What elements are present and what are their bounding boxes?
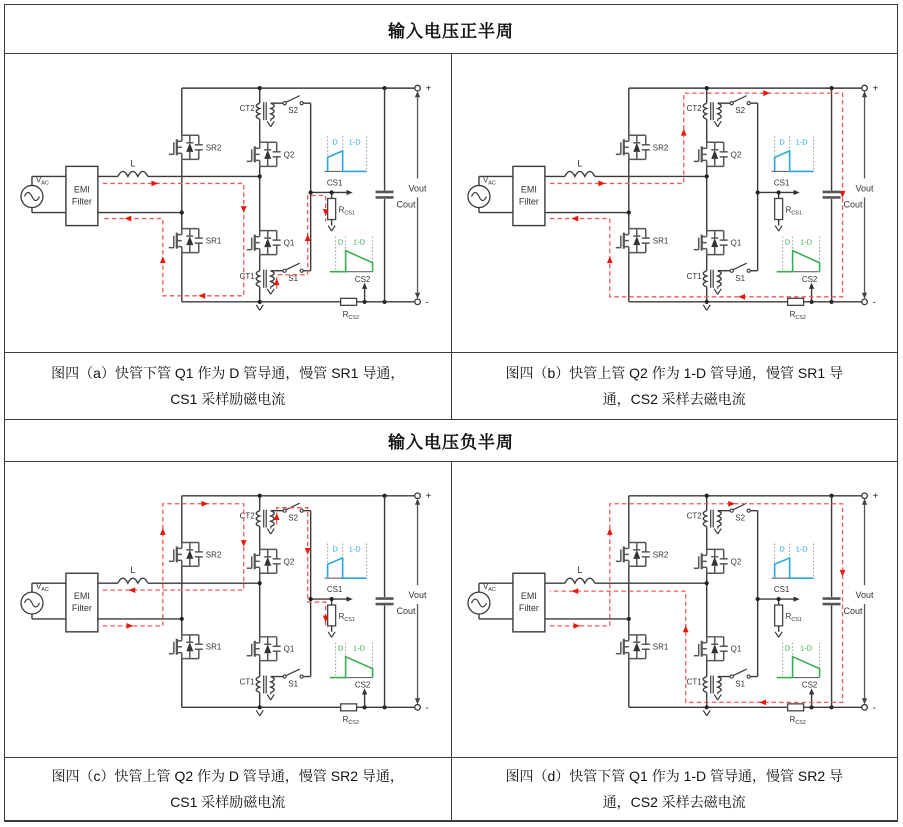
svg-text:SR2: SR2 [652, 550, 668, 560]
svg-text:Q1: Q1 [730, 238, 741, 248]
cs1-waveform-inset [325, 543, 367, 578]
current-sense-cs2 [341, 680, 371, 726]
svg-text:SR2: SR2 [205, 143, 222, 153]
mosfet-sr2 [169, 135, 222, 159]
svg-text:1-D: 1-D [348, 544, 361, 554]
current-transformer-ct2 [686, 510, 721, 534]
svg-text:VAC: $V_{AC}$ [35, 582, 49, 594]
svg-text:Vout: Vout [855, 590, 874, 601]
svg-text:CS1: CS1 [773, 585, 789, 595]
svg-text:Q2: Q2 [283, 150, 295, 160]
circuit-diagram-c [5, 462, 451, 757]
svg-text:Vout: Vout [855, 183, 874, 194]
caption-a-line2: CS1 采样励磁电流 [170, 391, 286, 407]
svg-text:-: - [425, 297, 429, 309]
svg-text:CT1: CT1 [686, 271, 702, 281]
caption-a-line1: 图四（a）快管下管 Q1 作为 D 管导通，慢管 SR1 导通， [51, 365, 405, 381]
vac-source [467, 175, 512, 212]
svg-text:SR1: SR1 [652, 236, 668, 246]
svg-text:CS2: CS2 [354, 274, 371, 284]
circuit-diagram-d [452, 462, 898, 757]
svg-text:CS1: CS1 [326, 178, 343, 188]
circuit-diagram-b [452, 54, 898, 352]
svg-text:+: + [872, 491, 878, 503]
switch-s1 [271, 669, 311, 688]
svg-text:CT1: CT1 [686, 677, 702, 687]
svg-text:RCS1: $R_{CS1}$ [785, 611, 802, 623]
current-transformer-ct1 [240, 270, 275, 295]
cs1-waveform-inset [325, 136, 367, 171]
svg-text:1-D: 1-D [795, 544, 808, 554]
svg-text:-: - [872, 702, 876, 714]
mosfet-sr1 [615, 229, 668, 253]
svg-text:-: - [872, 297, 876, 309]
svg-text:Cout: Cout [396, 605, 416, 616]
figure-table [4, 4, 898, 822]
mosfet-q1 [693, 231, 741, 255]
svg-text:Q1: Q1 [730, 644, 741, 654]
svg-text:Cout: Cout [843, 199, 863, 210]
ground-symbol [256, 305, 263, 311]
ground-symbol [703, 710, 710, 715]
circuit-diagram-a [5, 54, 451, 352]
svg-text:CT2: CT2 [239, 511, 255, 521]
current-transformer-ct1 [686, 270, 721, 295]
svg-text:D: D [337, 237, 344, 247]
mosfet-q1 [247, 637, 295, 661]
current-transformer-ct1 [686, 676, 721, 700]
svg-text:CT2: CT2 [686, 511, 702, 521]
current-sense-cs2 [341, 275, 371, 321]
section-header-positive-half [5, 5, 897, 53]
current-sense-cs1 [309, 511, 355, 677]
mosfet-sr2 [169, 542, 222, 566]
svg-text:D: D [332, 544, 338, 554]
svg-text:RCS1: $R_{CS1}$ [338, 205, 355, 217]
svg-text:RCS2: $R_{CS2}$ [342, 309, 359, 321]
svg-text:Filter: Filter [518, 603, 539, 613]
emi-filter [512, 166, 544, 225]
svg-text:EMI: EMI [520, 591, 537, 602]
caption-c-line1: 图四（c）快管上管 Q2 作为 D 管导通，慢管 SR2 导通， [51, 768, 404, 784]
vout-indicator [855, 91, 873, 299]
current-sense-cs1 [309, 103, 355, 271]
svg-text:D: D [778, 137, 785, 147]
circuit-cell-d [452, 462, 898, 757]
mosfet-q2 [693, 549, 741, 573]
current-transformer-ct2 [240, 102, 275, 127]
svg-text:CS1: CS1 [773, 178, 789, 188]
svg-text:D: D [784, 237, 790, 247]
svg-text:Q1: Q1 [283, 238, 295, 248]
current-transformer-ct2 [686, 102, 721, 127]
current-sense-cs1 [755, 511, 801, 677]
svg-text:Filter: Filter [71, 603, 92, 613]
current-sense-cs2 [787, 275, 817, 321]
output-capacitor [376, 496, 416, 708]
svg-text:L: L [130, 565, 136, 576]
svg-text:D: D [778, 544, 785, 554]
caption-b [452, 353, 898, 419]
vac-source [21, 582, 66, 619]
svg-text:CS2: CS2 [801, 274, 817, 284]
cs1-waveform-inset [771, 136, 813, 171]
svg-text:1-D: 1-D [353, 237, 366, 247]
svg-text:Q1: Q1 [283, 644, 295, 654]
svg-text:Cout: Cout [843, 605, 863, 616]
vout-indicator [409, 91, 427, 299]
svg-text:S1: S1 [734, 273, 745, 283]
inductor [118, 565, 148, 583]
svg-text:EMI: EMI [73, 184, 90, 195]
svg-text:L: L [576, 158, 582, 169]
svg-text:CT1: CT1 [239, 271, 255, 281]
cs1-waveform-inset [771, 543, 813, 578]
svg-text:CT2: CT2 [686, 104, 702, 114]
mosfet-q1 [247, 231, 295, 255]
svg-text:SR1: SR1 [652, 642, 668, 652]
mosfet-sr1 [169, 229, 222, 253]
svg-text:Filter: Filter [518, 196, 539, 207]
svg-text:1-D: 1-D [795, 137, 808, 147]
caption-b-line1: 图四（b）快管上管 Q2 作为 1-D 管导通，慢管 SR1 导 [505, 365, 844, 381]
switch-s2 [271, 96, 311, 116]
inductor [564, 158, 594, 176]
circuit-cell-b [452, 54, 898, 352]
ground-symbol [256, 710, 263, 715]
vac-source [21, 175, 66, 212]
svg-text:Q2: Q2 [730, 557, 741, 567]
svg-text:S2: S2 [288, 513, 299, 523]
mosfet-q2 [693, 142, 741, 166]
caption-a [5, 353, 451, 419]
section-title: 输入电压负半周 [388, 433, 514, 452]
svg-text:1-D: 1-D [348, 137, 361, 147]
switch-s1 [717, 669, 757, 688]
svg-text:D: D [332, 137, 338, 147]
svg-text:CS1: CS1 [326, 585, 343, 595]
svg-text:+: + [425, 83, 432, 95]
svg-text:Vout: Vout [408, 183, 427, 194]
mosfet-sr2 [615, 135, 668, 159]
svg-text:D: D [784, 643, 790, 653]
svg-text:EMI: EMI [73, 591, 90, 602]
current-sense-cs2 [787, 680, 817, 726]
svg-text:RCS2: $R_{CS2}$ [342, 715, 359, 727]
svg-text:SR1: SR1 [205, 236, 222, 246]
svg-text:S2: S2 [288, 106, 299, 116]
svg-text:RCS2: $R_{CS2}$ [789, 715, 806, 727]
svg-text:CS2: CS2 [354, 680, 371, 690]
svg-text:S2: S2 [734, 106, 745, 116]
svg-text:SR2: SR2 [652, 143, 668, 153]
svg-text:-: - [425, 702, 429, 714]
caption-d [452, 758, 898, 820]
cs2-waveform-inset [776, 643, 819, 678]
svg-text:Cout: Cout [396, 199, 416, 210]
svg-text:VAC: $V_{AC}$ [35, 175, 49, 187]
inductor [564, 565, 594, 583]
svg-text:S2: S2 [734, 513, 745, 523]
caption-b-line2: 通，CS2 采样去磁电流 [602, 391, 746, 407]
current-path-highlight [549, 90, 845, 299]
svg-text:D: D [337, 643, 344, 653]
svg-text:Vout: Vout [408, 590, 427, 601]
emi-filter [66, 166, 98, 225]
section-title: 输入电压正半周 [388, 21, 514, 41]
caption-c [5, 758, 451, 820]
output-capacitor [376, 88, 416, 302]
svg-text:1-D: 1-D [353, 643, 366, 653]
circuit-cell-c [5, 462, 451, 757]
svg-text:L: L [130, 158, 136, 169]
svg-text:S1: S1 [288, 679, 299, 689]
emi-filter [66, 573, 98, 632]
mosfet-q1 [693, 637, 741, 661]
section-header-negative-half [5, 420, 897, 461]
cs2-waveform-inset [776, 237, 819, 272]
svg-text:S1: S1 [734, 679, 745, 689]
svg-text:CT2: CT2 [239, 104, 255, 114]
current-sense-cs1 [755, 103, 801, 271]
svg-text:Q2: Q2 [283, 557, 295, 567]
svg-text:1-D: 1-D [799, 237, 812, 247]
inductor [118, 158, 148, 176]
switch-s2 [717, 96, 757, 116]
vac-source [467, 582, 512, 619]
vout-indicator [409, 499, 427, 705]
switch-s2 [717, 503, 757, 522]
svg-text:S1: S1 [288, 273, 299, 283]
svg-text:VAC: $V_{AC}$ [482, 582, 496, 594]
svg-text:RCS1: $R_{CS1}$ [785, 205, 802, 217]
caption-d-line1: 图四（d）快管下管 Q1 作为 1-D 管导通，慢管 SR2 导 [505, 768, 844, 784]
svg-text:1-D: 1-D [799, 643, 812, 653]
mosfet-q2 [247, 142, 295, 166]
current-path-highlight [549, 501, 845, 705]
emi-filter [512, 573, 544, 632]
svg-text:VAC: $V_{AC}$ [482, 175, 496, 187]
current-transformer-ct2 [240, 510, 275, 534]
mosfet-sr1 [169, 635, 222, 659]
vout-indicator [855, 499, 873, 705]
switch-s1 [717, 263, 757, 283]
svg-text:SR1: SR1 [205, 642, 222, 652]
svg-text:SR2: SR2 [205, 550, 222, 560]
cs2-waveform-inset [330, 237, 373, 272]
svg-text:CS2: CS2 [801, 680, 817, 690]
svg-text:Q2: Q2 [730, 150, 741, 160]
svg-text:RCS1: $R_{CS1}$ [338, 611, 355, 623]
cs2-waveform-inset [330, 643, 373, 678]
svg-text:+: + [425, 491, 432, 503]
svg-text:CT1: CT1 [239, 677, 255, 687]
svg-text:L: L [576, 565, 582, 576]
ground-symbol [703, 305, 710, 311]
svg-text:RCS2: $R_{CS2}$ [789, 309, 806, 321]
mosfet-sr1 [615, 635, 668, 659]
svg-text:+: + [872, 83, 878, 95]
caption-d-line2: 通，CS2 采样去磁电流 [602, 794, 746, 810]
mosfet-sr2 [615, 542, 668, 566]
circuit-cell-a [5, 54, 451, 352]
mosfet-q2 [247, 549, 295, 573]
svg-text:Filter: Filter [71, 196, 92, 207]
current-transformer-ct1 [240, 676, 275, 700]
caption-c-line2: CS1 采样励磁电流 [170, 794, 286, 810]
svg-text:EMI: EMI [520, 184, 537, 195]
